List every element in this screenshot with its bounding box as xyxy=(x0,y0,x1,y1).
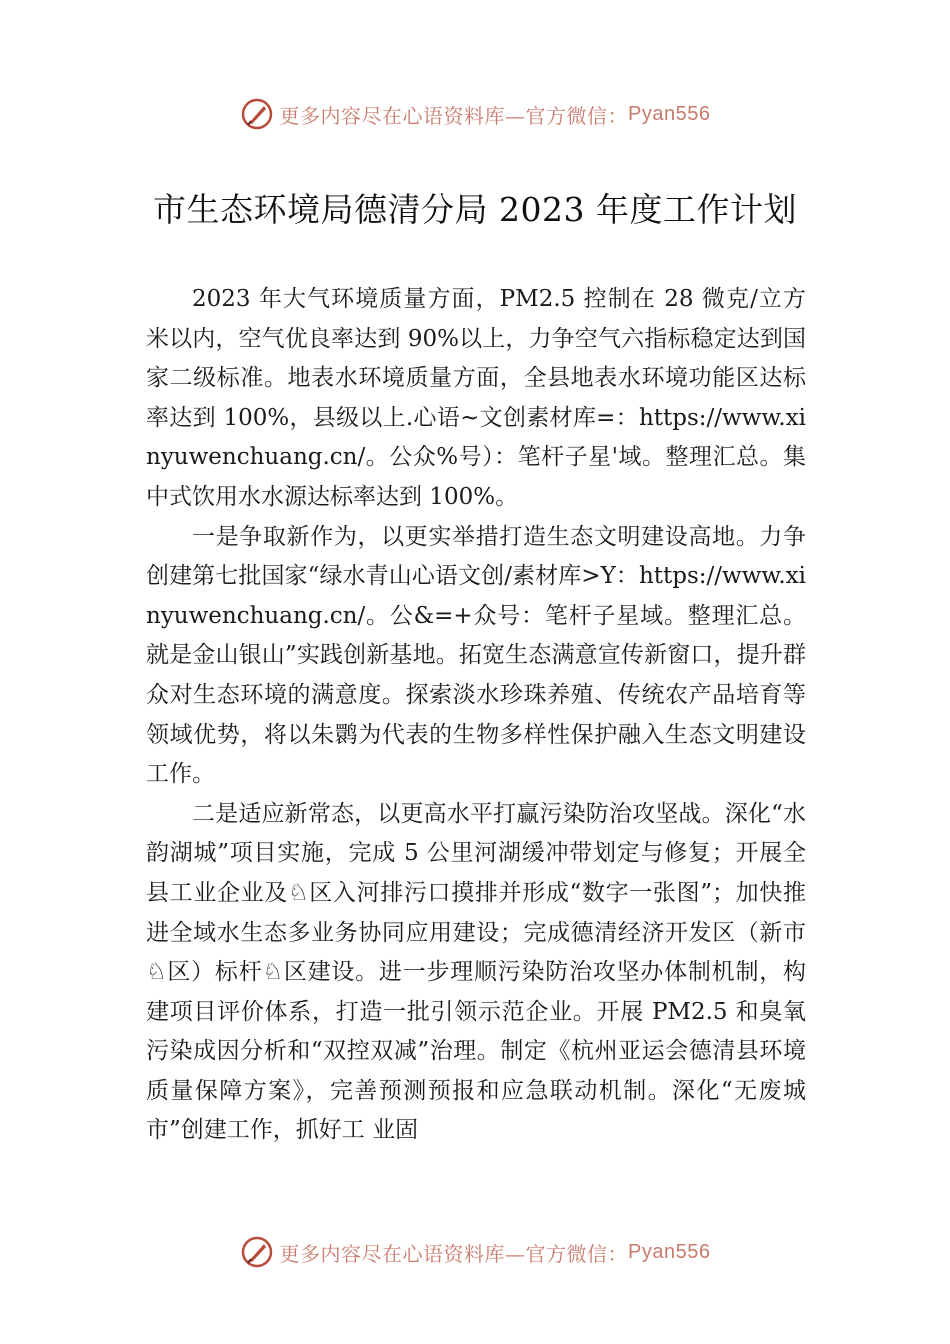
quill-logo-icon xyxy=(240,1235,274,1269)
paragraph: 一是争取新作为，以更实举措打造生态文明建设高地。力争创建第七批国家“绿水青山心语文创/素材库>Y：https://www.xinyuwenchuang.cn/。公&=+众号：笔杆子星域。整理汇总。就是金山银山”实践创新基地。拓宽生态满意宣传新窗口，提升群众对生态环境的满意度。探索淡水珍珠养殖、传统农产品培育等领域优势，将以朱鹮为代表的生物多样性保护融入生态文明建设工作。 xyxy=(146,523,806,788)
header-banner-text: 更多内容尽在心语资料库—官方微信： xyxy=(279,103,629,128)
quill-logo-icon xyxy=(240,97,274,131)
footer-banner xyxy=(0,1234,950,1270)
paragraph: 二是适应新常态，以更高水平打赢污染防治攻坚战。深化“水韵湖城”项目实施，完成 5 公里河湖缓冲带划定与修复；开展全县工业企业及♘区入河排污口摸排并形成“数字一张图”；加快推进全域水生态多业务协同应用建设；完成德清经济开发区（新市♘区）标杆♘区建设。进一步理顺污染防治攻坚办体制机制，构建项目评价体系，打造一批引领示范企业。开展 PM2.5 和臭氧污染成因分析和“双控双减”治理。制定《杭州亚运会德清县环境质量保障方案》，完善预测预报和应急联动机制。深化“无废城市”创建工作，抓好工 业固 xyxy=(146,800,806,1144)
paragraph: 2023 年大气环境质量方面，PM2.5 控制在 28 微克/立方米以内，空气优良率达到 90%以上，力争空气六指标稳定达到国家二级标准。地表水环境质量方面，全县地表水环境功能区达标率达到 100%，县级以上.心语~文创素材库=：https://www.xinyuwenchuang.cn/。公众%号）：笔杆子星'域。整理汇总。集中式饮用水水源达标率达到 100%。 xyxy=(146,286,806,510)
document-title: 市生态环境局德清分局 2023 年度工作计划 xyxy=(153,190,797,229)
header-banner-account: Pyan556 xyxy=(628,102,711,125)
footer-banner-text: 更多内容尽在心语资料库—官方微信： xyxy=(279,1241,629,1266)
header-banner xyxy=(0,96,950,132)
footer-banner-account: Pyan556 xyxy=(628,1240,711,1263)
document-body xyxy=(146,280,806,1151)
